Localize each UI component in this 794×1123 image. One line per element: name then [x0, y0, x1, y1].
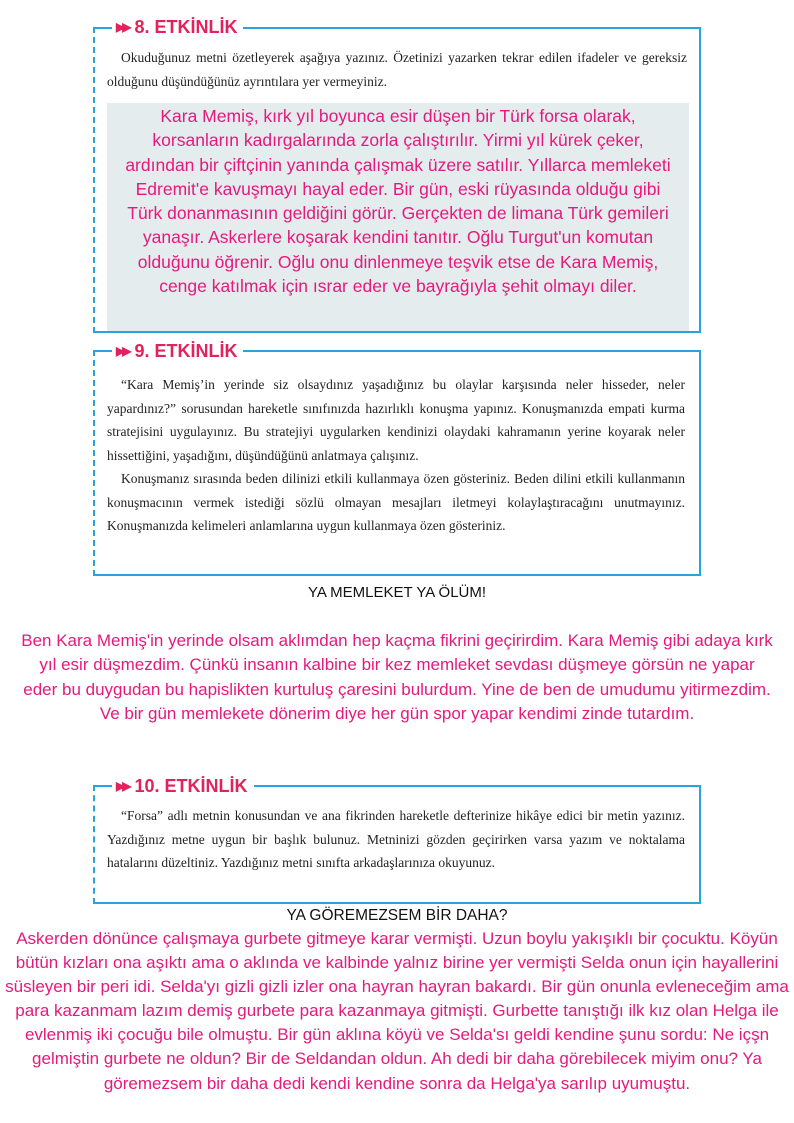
double-chevron-icon: ▶▶	[116, 344, 129, 358]
activity-8-badge-label: 8. ETKİNLİK	[134, 17, 238, 37]
double-chevron-icon: ▶▶	[116, 20, 129, 34]
activity-9-paragraph-1: “Kara Memiş’in yerinde siz olsaydınız yaşadığınız bu olaylar karşısında neler hisseder, neler yapardınız?” sorusundan hareketle sınıfınızda hazırlıklı konuşma yapınız. Konuşmanızda empati kurma stratejisini uygulayınız. Bu stratejiyi uygularken kendinizi olaydaki kahramanın yerine koyarak neler hissettiğini, yaşadığını, düşündüğünü anlatmaya çalışınız.	[107, 377, 685, 463]
activity-10-badge-label: 10. ETKİNLİK	[134, 776, 248, 796]
activity-8-answer: Kara Memiş, kırk yıl boyunca esir düşen bir Türk forsa olarak, korsanların kadırgalarında zorla çalıştırılır. Yirmi yıl kürek çeker, ardından bir çiftçinin yanında çalışmak üzere satılır. Yıllarca memleketi Edremit'e kavuşmayı hayal eder. Bir gün, eski rüyasında olduğu gibi Türk donanmasının geldiğini görür. Gerçekten de limana Türk gemileri yanaşır. Askerlere koşarak kendini tanıtır. Oğlu Turgut'un komutan olduğunu öğrenir. Oğlu onu dinlenmeye teşvik etse de Kara Memiş, cenge katılmak için ısrar eder ve bayrağıyla şehit olmayı diler.	[125, 106, 671, 297]
activity-10-answer: Askerden dönünce çalışmaya gurbete gitmeye karar vermişti. Uzun boylu yakışıklı bir çocuktu. Köyün bütün kızları ona aşıktı ama o aklında ve kalbinde yalnız birine yer vermişti Selda onun için hayallerini süsleyen bir peri idi. Selda'yı gizli gizli izler ona hayran hayran bakardı. Bir gün onunla evleneceğim ama para kazanmam lazım demiş gurbete para kazanmaya gitmişti. Gurbette tanıştığı ilk kız olan Helga ile evlenmiş iki çocuğu bile olmuştu. Bir gün aklına köyü ve Selda'sı geldi kendine şunu sordu: Ne içşn gelmiştin gurbete ne oldun? Bir de Seldandan oldun. Ah dedi bir daha görebilecek miyim onu? Ya göremezsem bir daha dedi kendi kendine sonra da Helga'ya sarılıp uyumuştu.	[5, 929, 789, 1093]
activity-8-badge	[112, 16, 243, 38]
double-chevron-icon: ▶▶	[116, 779, 129, 793]
activity-9-badge-label: 9. ETKİNLİK	[134, 341, 238, 361]
activity-9-answer: Ben Kara Memiş'in yerinde olsam aklımdan hep kaçma fikrini geçirirdim. Kara Memiş gibi adaya kırk yıl esir düşmezdim. Çünkü insanın kalbine bir kez memleket sevdası düşmeye görsün ne yapar eder bu duygudan bu hapislikten kurtuluş çaresini bulurdum. Yine de ben de umudumu yitirmezdim. Ve bir gün memlekete dönerim diye her gün spor yapar kendimi zinde tutardım.	[21, 631, 773, 723]
activity-9-answer-title: YA MEMLEKET YA ÖLÜM!	[307, 584, 487, 601]
activity-9-badge	[112, 340, 243, 362]
activity-9-instruction	[107, 373, 685, 538]
activity-9-paragraph-2: Konuşmanız sırasında beden dilinizi etkili kullanmaya özen gösteriniz. Beden dilini etkili kullanmanın konuşmacının vermek istediği sözlü olmayan mesajları iletmeyi kolaylaştıracağını unutmayınız. Konuşmanızda kelimeleri anlamlarına uygun kullanmaya özen gösteriniz.	[107, 471, 685, 533]
activity-10-answer-title: YA GÖREMEZSEM BİR DAHA?	[286, 907, 508, 924]
activity-8-instruction: Okuduğunuz metni özetleyerek aşağıya yazınız. Özetinizi yazarken tekrar edilen ifadeler ve gereksiz olduğunu düşündüğünüz ayrıntılara yer vermeyiniz.	[107, 50, 687, 89]
activity-10-instruction: “Forsa” adlı metnin konusundan ve ana fikrinden hareketle defterinize hikâye edici bir metin yazınız. Yazdığınız metne uygun bir başlık bulunuz. Metninizi gözden geçirirken varsa yazım ve noktalama hatalarını düzeltiniz. Yazdığınız metni sınıfta arkadaşlarınıza okuyunuz.	[107, 808, 685, 870]
activity-10-badge	[112, 775, 254, 797]
